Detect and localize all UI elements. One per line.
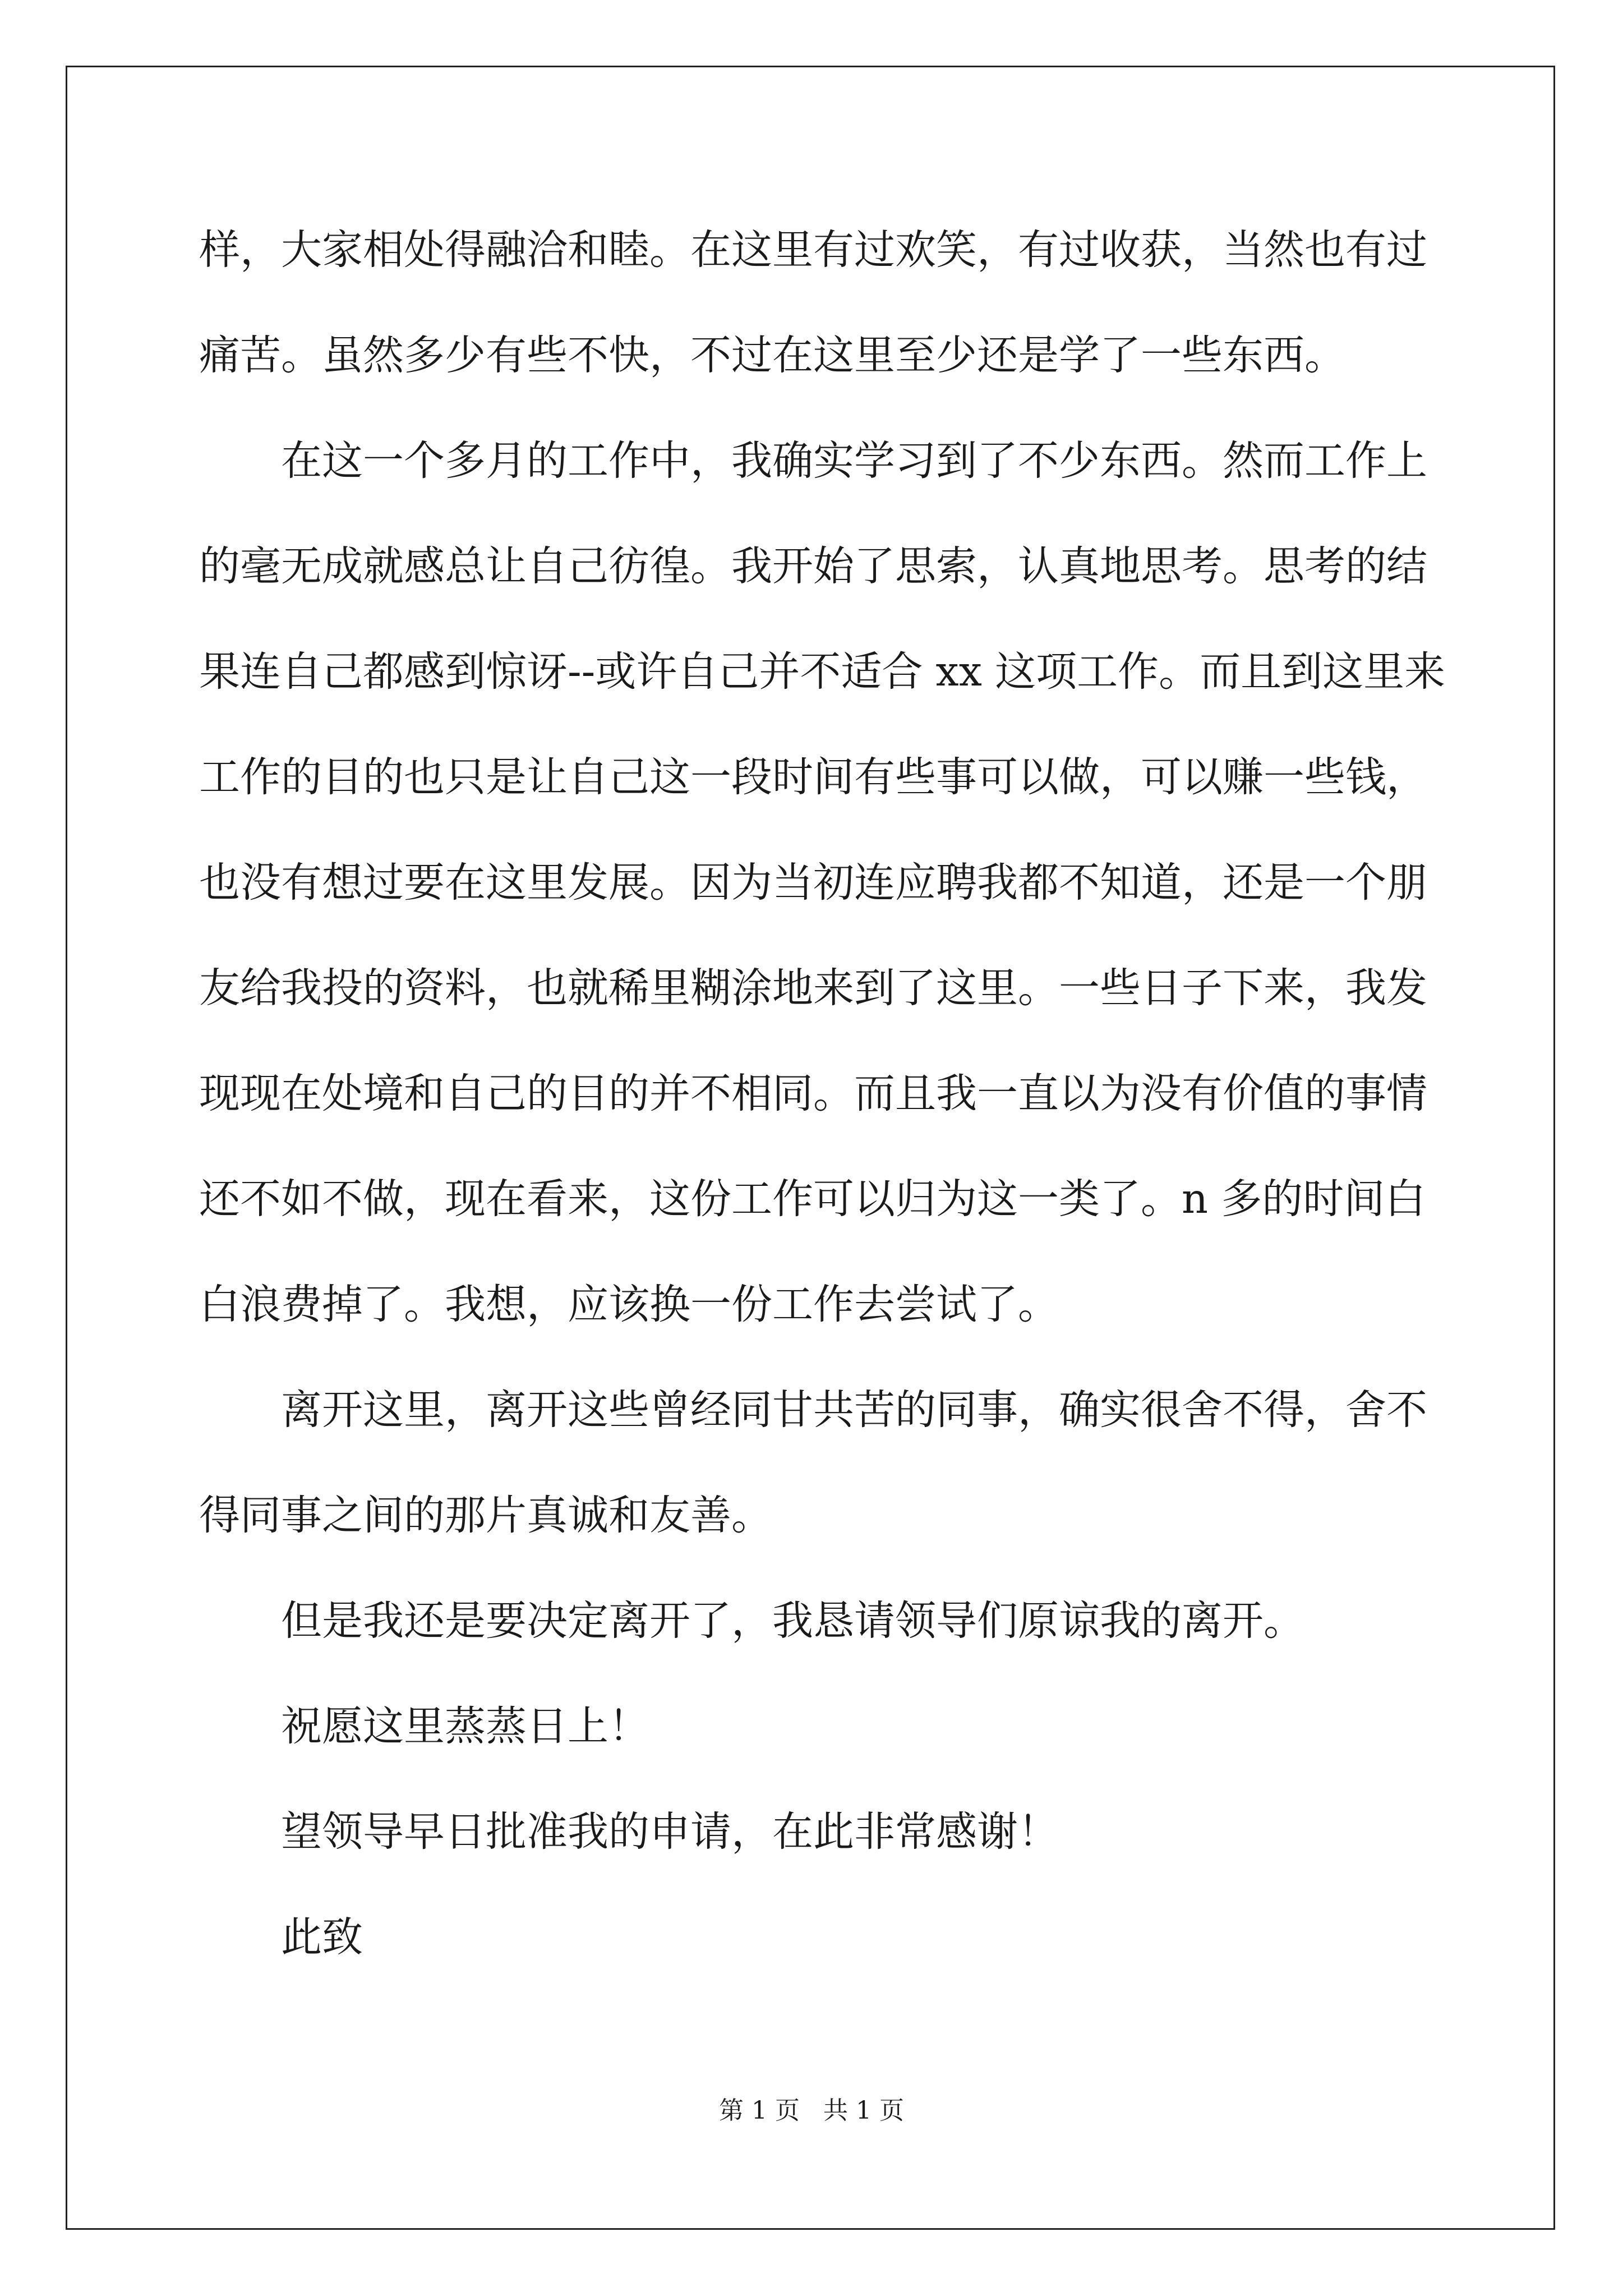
text-line: 祝愿这里蒸蒸日上！ <box>281 1703 649 1750</box>
text-line: 也没有想过要在这里发展。因为当初连应聘我都不知道，还是一个朋 <box>199 859 1427 907</box>
text-line: 离开这里，离开这些曾经同甘共苦的同事，确实很舍不得，舍不 <box>281 1386 1427 1434</box>
text-line: 在这一个多月的工作中，我确实学习到了不少东西。然而工作上 <box>281 437 1427 485</box>
text-line: 还不如不做，现在看来，这份工作可以归为这一类了。n 多的时间白 <box>199 1175 1426 1223</box>
text-line: 得同事之间的那片真诚和友善。 <box>199 1492 772 1539</box>
text-line: 友给我投的资料，也就稀里糊涂地来到了这里。一些日子下来，我发 <box>199 964 1427 1012</box>
page-footer: 第 1 页 共 1 页 <box>719 2096 904 2125</box>
text-line: 望领导早日批准我的申请，在此非常感谢！ <box>281 1808 1059 1856</box>
text-line: 果连自己都感到惊讶--或许自己并不适合 xx 这项工作。而且到这里来 <box>199 648 1446 696</box>
text-line: 白浪费掉了。我想，应该换一份工作去尝试了。 <box>199 1281 1059 1328</box>
text-line: 工作的目的也只是让自己这一段时间有些事可以做，可以赚一些钱， <box>199 753 1427 801</box>
text-line: 此致 <box>281 1913 363 1961</box>
text-line: 的毫无成就感总让自己彷徨。我开始了思索，认真地思考。思考的结 <box>199 542 1427 590</box>
text-line: 现现在处境和自己的目的并不相同。而且我一直以为没有价值的事情 <box>199 1070 1427 1117</box>
text-line: 但是我还是要决定离开了，我恳请领导们原谅我的离开。 <box>281 1597 1304 1645</box>
text-line: 痛苦。虽然多少有些不快，不过在这里至少还是学了一些东西。 <box>199 332 1345 379</box>
text-line: 样，大家相处得融洽和睦。在这里有过欢笑，有过收获，当然也有过 <box>199 226 1427 274</box>
